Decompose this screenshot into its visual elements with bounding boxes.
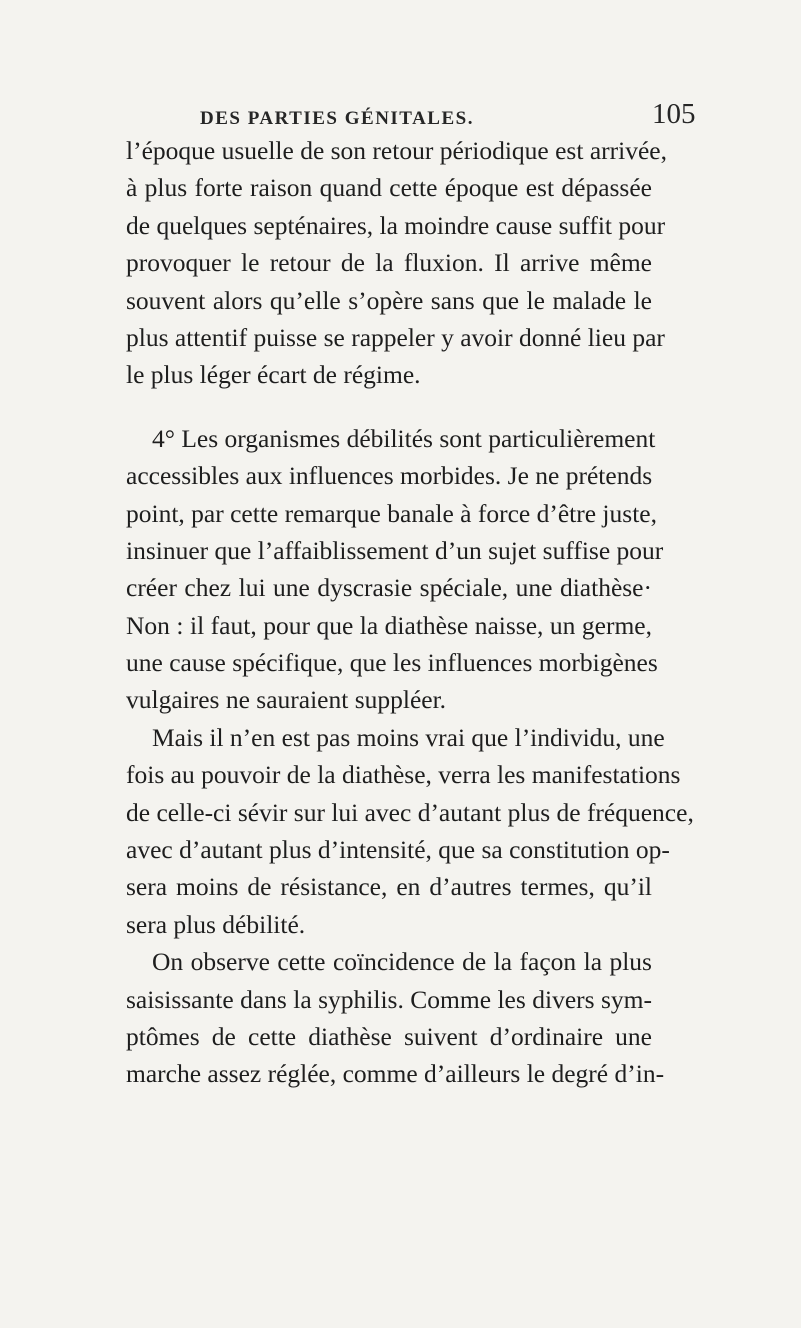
text-line: sera moins de résistance, en d’autres termes, qu’il: [126, 872, 652, 902]
text-line: vulgaires ne sauraient suppléer.: [126, 685, 447, 715]
text-line: marche assez réglée, comme d’ailleurs le degré d’in-: [126, 1059, 665, 1089]
paragraph: [126, 420, 664, 719]
text-line: accessibles aux influences morbides. Je ne prétends: [126, 461, 653, 491]
paragraph: [126, 132, 667, 394]
text-line: ptômes de cette diathèse suivent d’ordinaire une: [126, 1021, 652, 1051]
text-line: avec d’autant plus d’intensité, que sa constitution op-: [126, 835, 670, 865]
text-line: Mais il n’en est pas moins vrai que l’individu, une: [152, 722, 665, 752]
text-line: sera plus débilité.: [126, 909, 306, 939]
text-line: de celle-ci sévir sur lui avec d’autant plus de fréquence,: [126, 797, 694, 827]
text-line: l’époque usuelle de son retour périodique est arrivée,: [126, 136, 667, 165]
text-line: fois au pouvoir de la diathèse, verra les manifestations: [126, 760, 681, 790]
text-line: insinuer que l’affaiblissement d’un sujet suffise pour: [126, 535, 664, 565]
paragraph-gap: [126, 394, 652, 420]
text-line: de quelques septénaires, la moindre cause suffit pour: [126, 210, 666, 240]
text-line: Non : il faut, pour que la diathèse naisse, un germe,: [126, 610, 652, 640]
text-line: à plus forte raison quand cette époque est dépassée: [126, 173, 652, 203]
text-line: le plus léger écart de régime.: [126, 360, 421, 390]
text-line: plus attentif puisse se rappeler y avoir donné lieu par: [126, 322, 665, 352]
text-line: créer chez lui une dyscrasie spéciale, une diathèse·: [126, 573, 652, 603]
text-line: souvent alors qu’elle s’opère sans que le malade le: [126, 285, 652, 315]
running-head: DES PARTIES GÉNITALES.: [200, 108, 474, 129]
paragraph: [126, 719, 694, 943]
page-number: 105: [652, 98, 696, 130]
text-line: 4° Les organismes débilités sont particulièrement: [152, 423, 656, 453]
text-line: On observe cette coïncidence de la façon la plus: [152, 947, 652, 977]
body-text: [126, 132, 694, 1093]
text-line: provoquer le retour de la fluxion. Il arrive même: [126, 248, 652, 278]
text-line: point, par cette remarque banale à force d’être juste,: [126, 498, 657, 528]
paragraph: [126, 943, 665, 1093]
text-line: une cause spécifique, que les influences morbigènes: [126, 648, 658, 678]
text-line: saisissante dans la syphilis. Comme les divers sym-: [126, 984, 652, 1014]
